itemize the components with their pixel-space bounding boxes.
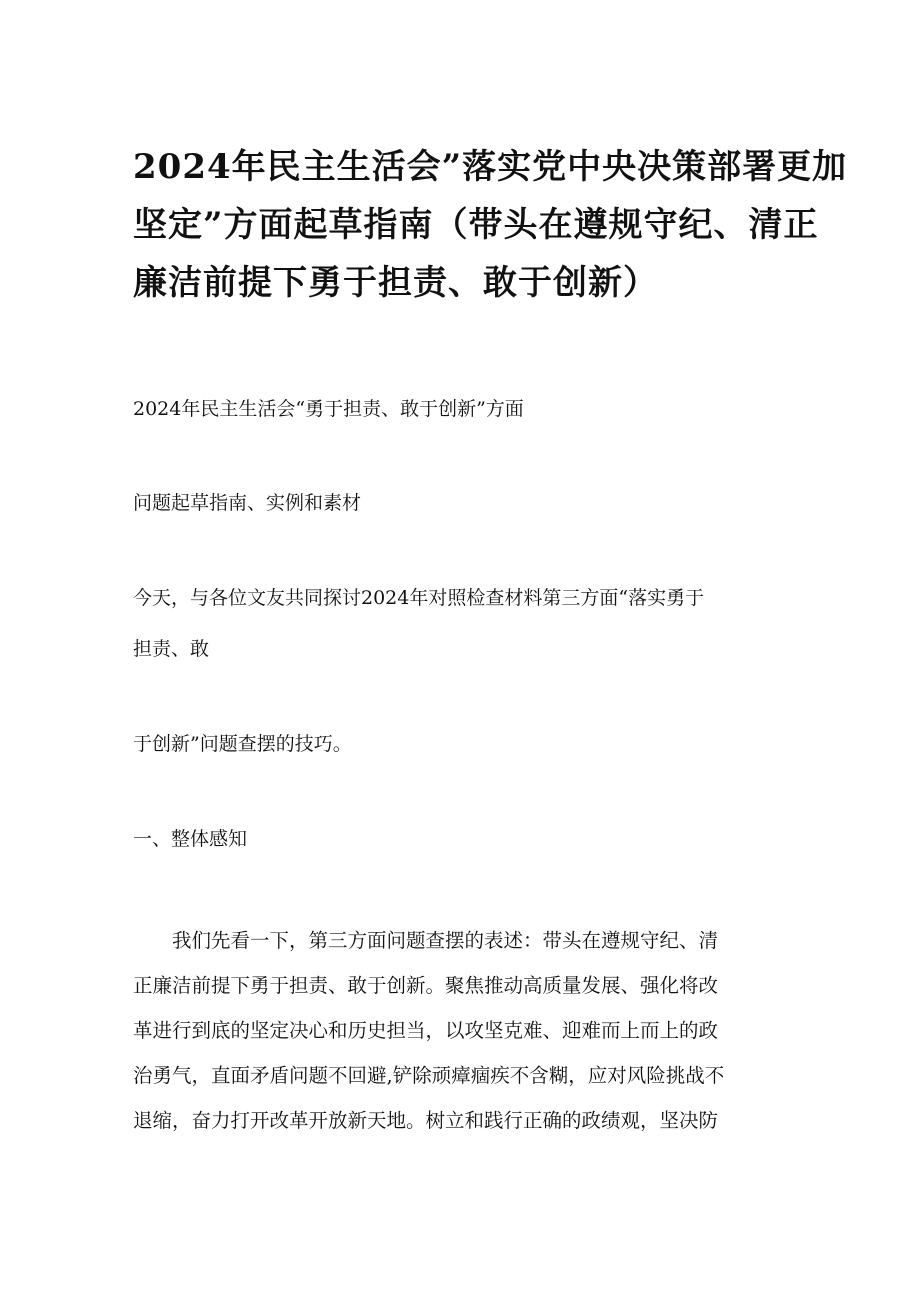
title-line: 2024年民主生活会”落实党中央决策部署更加 xyxy=(133,147,848,187)
intro-line-3: 于创新”问题查摆的技巧。 xyxy=(133,733,352,755)
title-line: 坚定”方面起草指南（带头在遵规守纪、清正 xyxy=(133,205,819,245)
paragraph-line: 我们先看一下，第三方面问题查摆的表述：带头在遵规守纪、清 xyxy=(133,929,719,952)
paragraph-line: 退缩，奋力打开改革开放新天地。树立和践行正确的政绩观，坚决防 xyxy=(133,1109,719,1132)
intro-line-1: 今天，与各位文友共同探讨2024年对照检查材料第三方面“落实勇于 xyxy=(133,587,705,609)
paragraph-line: 治勇气，直面矛盾问题不回避,铲除顽瘴痼疾不含糊，应对风险挑战不 xyxy=(133,1064,725,1087)
title-line: 廉洁前提下勇于担责、敢于创新） xyxy=(133,263,658,303)
subtitle-line-2: 问题起草指南、实例和素材 xyxy=(133,492,362,514)
body-paragraph xyxy=(133,918,798,1143)
paragraph-line: 革进行到底的坚定决心和历史担当，以攻坚克难、迎难而上而上的政 xyxy=(133,1019,719,1042)
subtitle-line-1: 2024年民主生活会“勇于担责、敢于创新”方面 xyxy=(133,398,524,420)
section-heading: 一、整体感知 xyxy=(133,828,248,850)
document-title xyxy=(133,138,848,312)
paragraph-line: 正廉洁前提下勇于担责、敢于创新。聚焦推动高质量发展、强化将改 xyxy=(133,974,719,997)
intro-line-2: 担责、敢 xyxy=(133,638,210,660)
